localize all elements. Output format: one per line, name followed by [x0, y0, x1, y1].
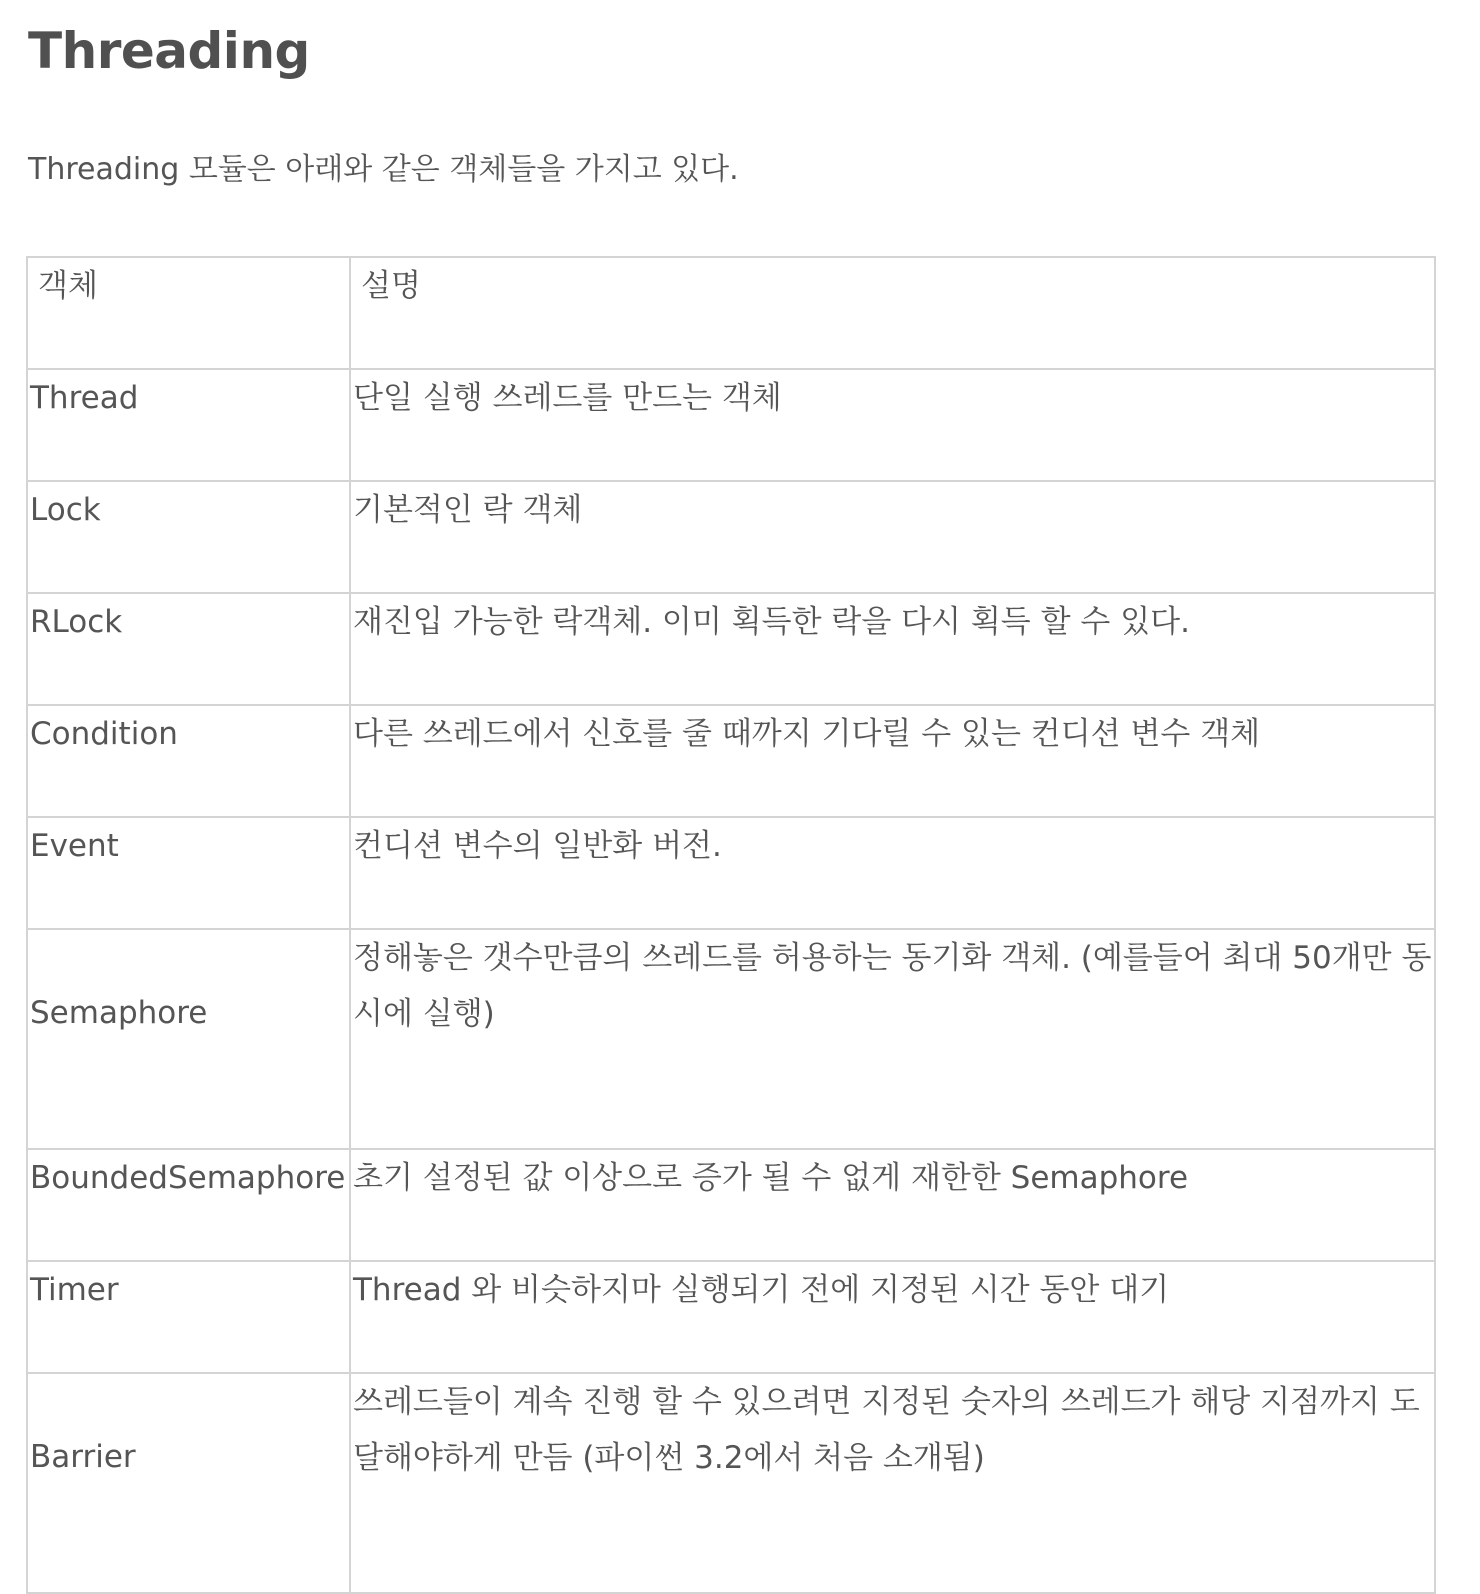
object-name-cell: Event — [27, 817, 350, 929]
table-row — [27, 481, 1435, 593]
object-desc-cell: 기본적인 락 객체 — [350, 481, 1435, 593]
object-name-cell: Condition — [27, 705, 350, 817]
table-row — [27, 1261, 1435, 1373]
table-row — [27, 593, 1435, 705]
object-desc-cell: 정해놓은 갯수만큼의 쓰레드를 허용하는 동기화 객체. (예를들어 최대 50개만 동시에 실행) — [350, 929, 1435, 1149]
object-name-cell: Barrier — [27, 1373, 350, 1593]
object-desc-cell: 쓰레드들이 계속 진행 할 수 있으려면 지정된 숫자의 쓰레드가 해당 지점까지 도달해야하게 만듬 (파이썬 3.2에서 처음 소개됨) — [350, 1373, 1435, 1593]
header-cell-description — [350, 257, 1435, 369]
table-row — [27, 1373, 1435, 1593]
threading-objects-table — [26, 256, 1436, 1594]
header-label-object: 객체 — [38, 268, 98, 304]
header-cell-object — [27, 257, 350, 369]
object-desc-cell: 재진입 가능한 락객체. 이미 획득한 락을 다시 획득 할 수 있다. — [350, 593, 1435, 705]
header-label-description: 설명 — [361, 268, 421, 304]
table-row — [27, 929, 1435, 1149]
object-name-cell: RLock — [27, 593, 350, 705]
table-row — [27, 369, 1435, 481]
table-row — [27, 705, 1435, 817]
object-name-cell: Thread — [27, 369, 350, 481]
object-name-cell: Semaphore — [27, 929, 350, 1149]
object-desc-cell: 다른 쓰레드에서 신호를 줄 때까지 기다릴 수 있는 컨디션 변수 객체 — [350, 705, 1435, 817]
object-name-cell: Lock — [27, 481, 350, 593]
object-desc-cell: 초기 설정된 값 이상으로 증가 될 수 없게 재한한 Semaphore — [350, 1149, 1435, 1261]
object-desc-cell: Thread 와 비슷하지마 실행되기 전에 지정된 시간 동안 대기 — [350, 1261, 1435, 1373]
object-desc-cell: 컨디션 변수의 일반화 버전. — [350, 817, 1435, 929]
object-desc-cell: 단일 실행 쓰레드를 만드는 객체 — [350, 369, 1435, 481]
page-title: Threading — [28, 22, 310, 80]
table-header-row — [27, 257, 1435, 369]
table-row — [27, 1149, 1435, 1261]
table-row — [27, 817, 1435, 929]
object-name-cell: BoundedSemaphore — [27, 1149, 350, 1261]
object-name-cell: Timer — [27, 1261, 350, 1373]
intro-paragraph: Threading 모듈은 아래와 같은 객체들을 가지고 있다. — [28, 152, 739, 187]
